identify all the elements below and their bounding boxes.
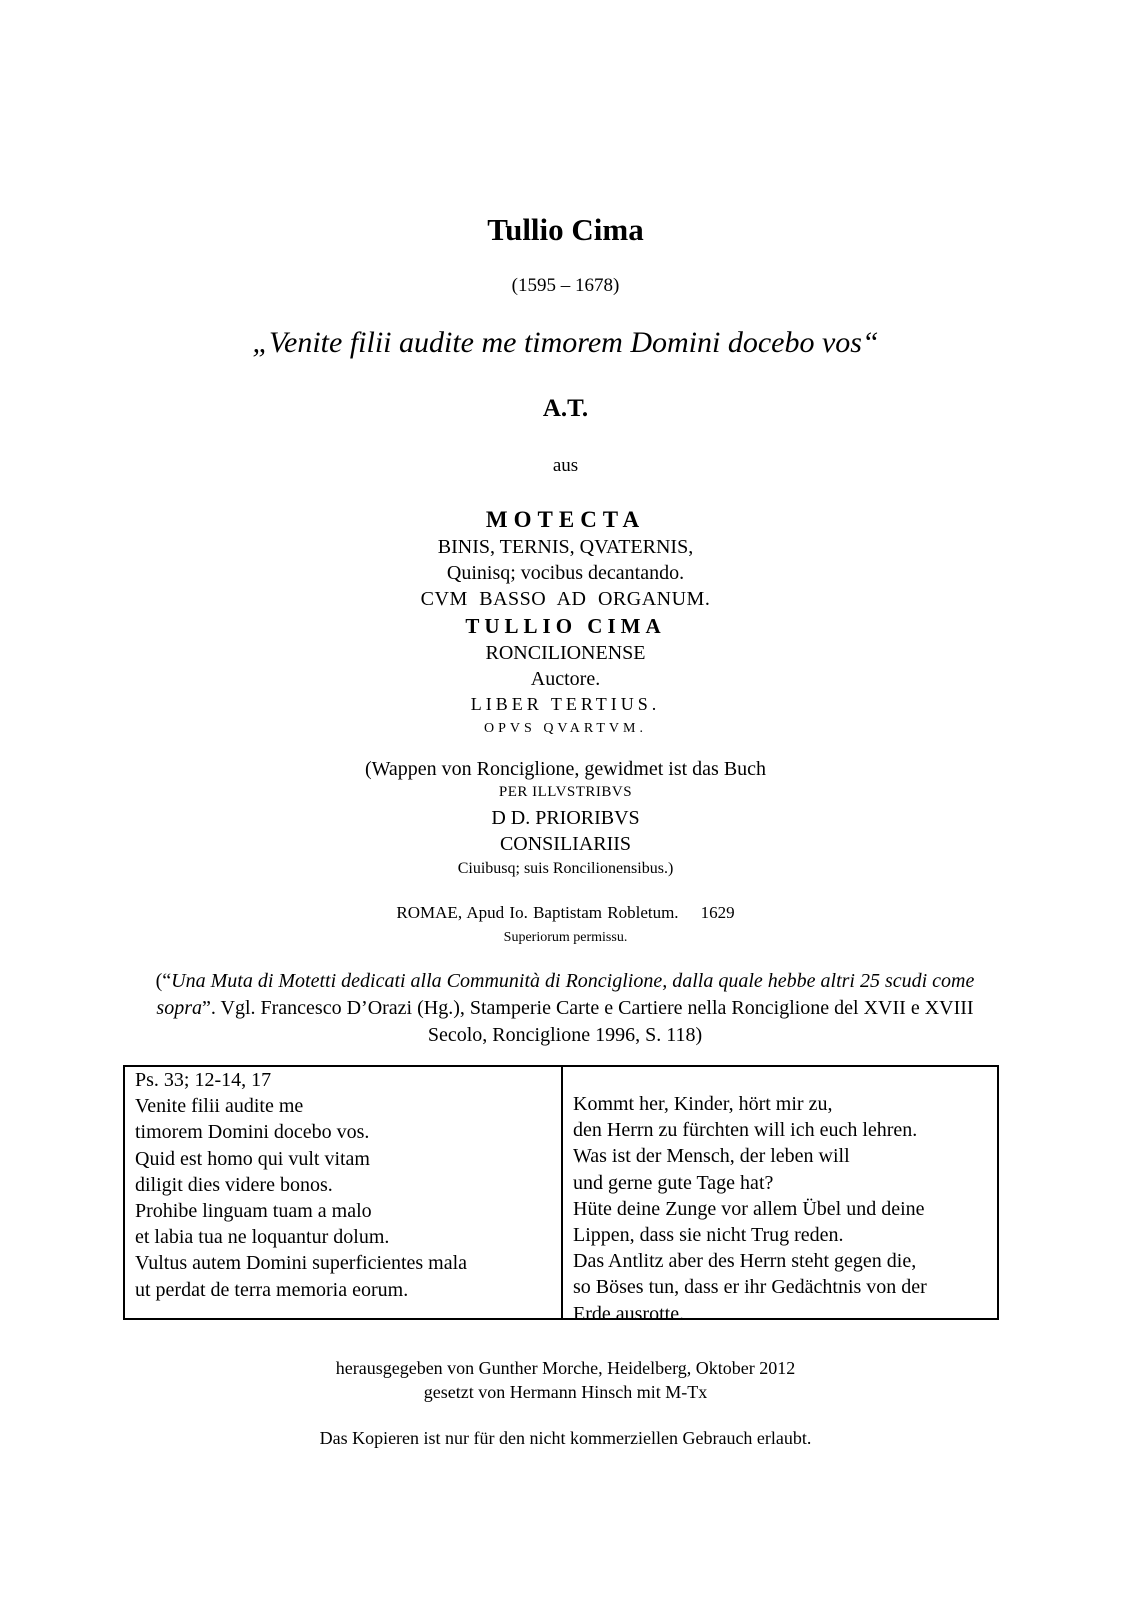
german-line: Das Antlitz aber des Herrn steht gegen die, [573,1250,917,1273]
dedication-line: Ciuibusq; suis Roncilionensibus.) [457,860,674,877]
imprint-permission: Superiorum permissu. [503,930,628,945]
dedication-line: (Wappen von Ronciglione, gewidmet ist das Buch [364,758,767,780]
source-line: RONCILIONENSE [485,642,646,664]
latin-line: diligit dies videre bonos. [135,1173,333,1196]
composer-name: Tullio Cima [487,212,644,247]
note-open: (“ [155,970,172,992]
latin-text-column [125,1067,563,1318]
source-opus-number: OPVS QVARTVM. [484,721,647,736]
german-text-column [563,1067,997,1325]
imprint-text: ROMAE, Apud Io. Baptistam Robletum. [396,903,679,922]
german-line: Hüte deine Zunge vor allem Übel und deine [573,1197,925,1220]
note-citation: ”. Vgl. Francesco D’Orazi (Hg.), Stamperie Carte e Cartiere nella Ronciglione del XVII e XVIII Secolo, Ronciglione 1996, S. 118) [202,997,974,1046]
composer-dates: (1595 – 1678) [511,275,620,296]
dedication-line: D D. PRIORIBVS [491,807,640,829]
german-line: Erde ausrotte. [573,1302,685,1325]
source-book-number: LIBER TERTIUS. [470,694,661,714]
source-title: MOTECTA [485,507,646,532]
latin-line: Venite filii audite me [135,1095,304,1118]
latin-line: Quid est homo qui vult vitam [135,1147,370,1170]
psalm-reference: Ps. 33; 12-14, 17 [135,1069,272,1091]
german-line: so Böses tun, dass er ihr Gedächtnis von der [573,1276,927,1299]
work-title: „Venite filii audite me timorem Domini docebo vos“ [252,326,879,359]
imprint [0,904,1131,921]
source-line: BINIS, TERNIS, QVATERNIS, [437,536,694,558]
typesetter-credit: gesetzt von Hermann Hinsch mit M-Tx [423,1382,708,1402]
psalm-text-table [123,1065,999,1325]
editor-credit: herausgegeben von Gunther Morche, Heidelberg, Oktober 2012 [335,1358,796,1378]
latin-line: et labia tua ne loquantur dolum. [135,1226,390,1249]
source-label: aus [552,455,579,476]
source-line: Quinisq; vocibus decantando. [446,562,685,584]
source-line: CVM BASSO AD ORGANUM. [420,588,711,610]
note-quote: Una Muta di Motetti dedicati alla Communità di Ronciglione, dalla quale hebbe altri 25 scudi come sopra [156,970,975,1019]
copy-license-notice: Das Kopieren ist nur für den nicht kommerziellen Gebrauch erlaubt. [319,1428,812,1448]
voicing: A.T. [542,395,589,422]
latin-line: ut perdat de terra memoria eorum. [135,1278,409,1301]
dedication-line: PER ILLVSTRIBVS [498,784,633,800]
latin-line: Vultus autem Domini superficientes mala [135,1252,468,1275]
german-line: und gerne gute Tage hat? [573,1171,774,1194]
latin-line: Prohibe linguam tuam a malo [135,1200,372,1223]
latin-line: timorem Domini docebo vos. [135,1121,370,1144]
german-line: Was ist der Mensch, der leben will [573,1145,850,1168]
german-line: den Herrn zu fürchten will ich euch lehren. [573,1119,918,1142]
german-line: Kommt her, Kinder, hört mir zu, [573,1093,833,1115]
german-line: Lippen, dass sie nicht Trug reden. [573,1224,844,1247]
imprint-year: 1629 [700,903,735,922]
source-note [130,968,1000,1049]
source-author: TULLIO CIMA [465,614,666,638]
source-line: Auctore. [530,668,601,690]
dedication-line: CONSILIARIIS [499,833,632,855]
